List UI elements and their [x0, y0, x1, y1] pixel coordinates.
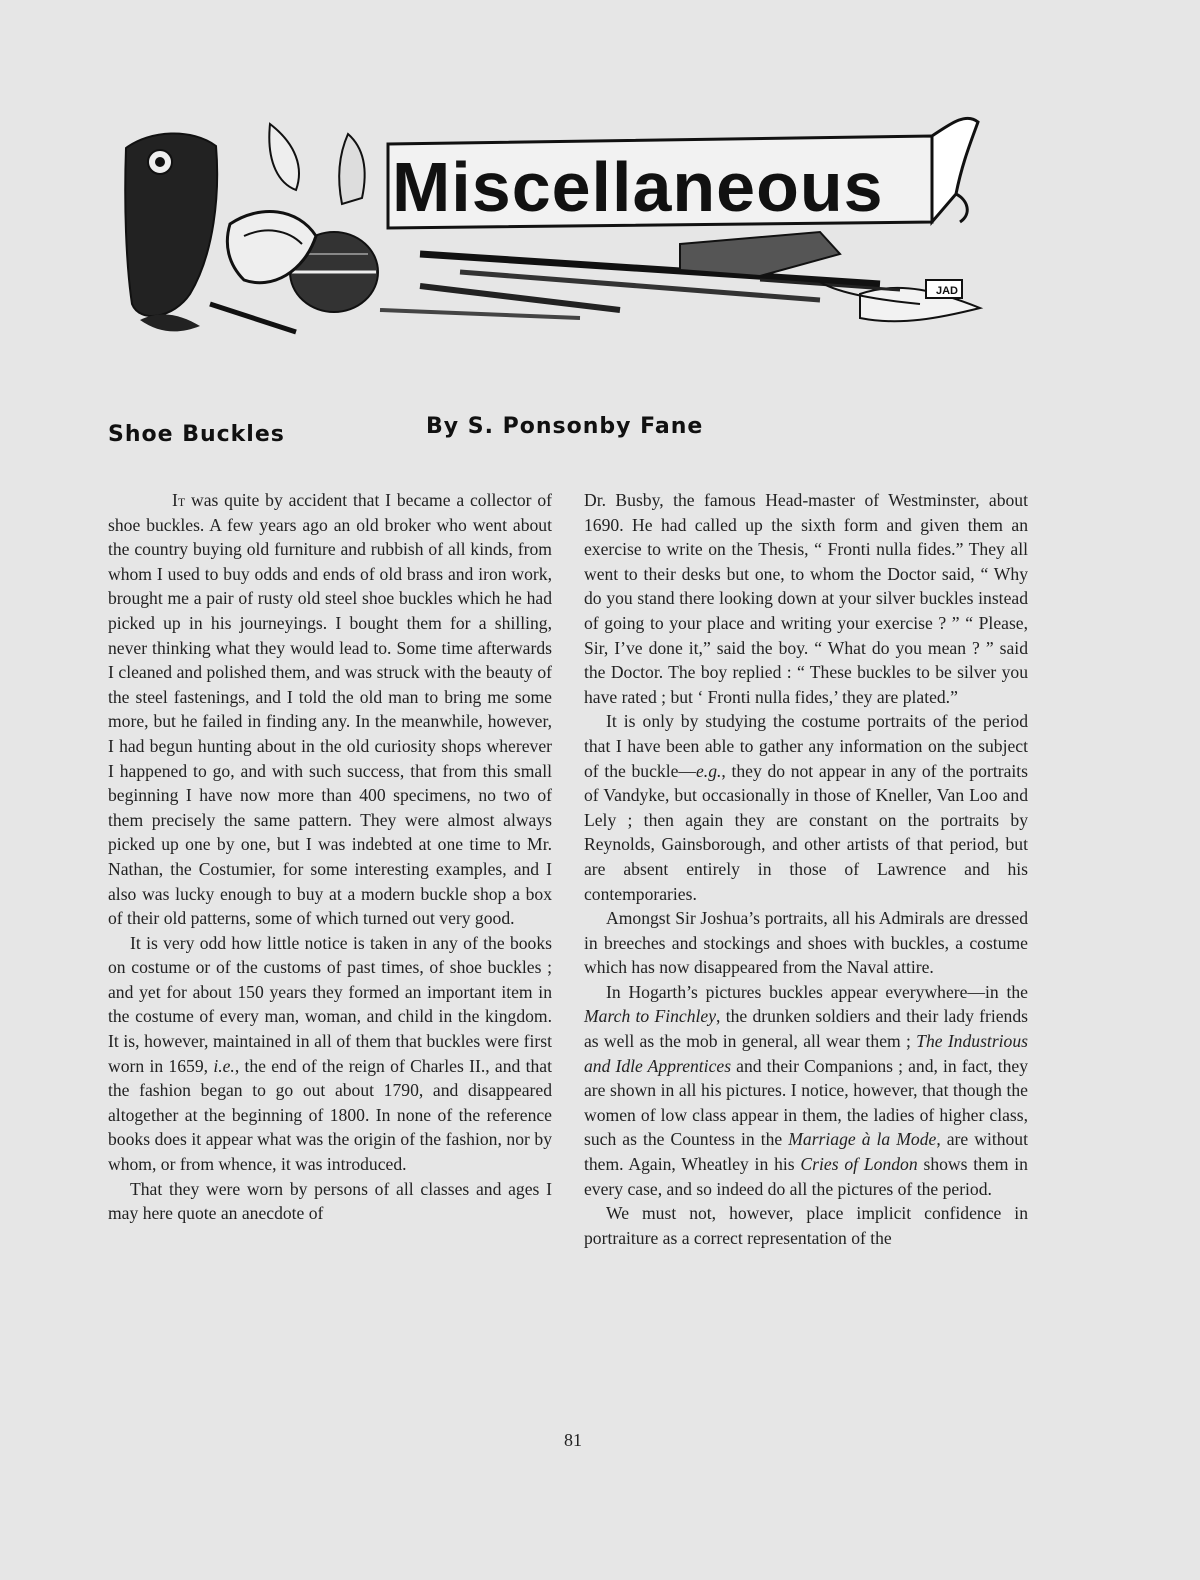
- artwork-title: March to Finchley: [584, 1006, 717, 1027]
- paragraph: [108, 1177, 552, 1226]
- paragraph: [108, 931, 552, 1177]
- section-title: Miscellaneous: [392, 148, 884, 226]
- paragraph: [584, 906, 1028, 980]
- drop-lead: It: [172, 490, 186, 510]
- paragraph-text: shows them in every case, and so indeed do all the pictures of the period.: [584, 1154, 1028, 1199]
- paragraph-text: In Hogarth’s pictures buckles appear everywhere—in the: [606, 981, 1028, 1002]
- right-column: [584, 488, 1028, 1250]
- left-column: [108, 488, 552, 1226]
- abbreviation: i.e.: [213, 1055, 235, 1076]
- paragraph-text: That they were worn by persons of all classes and ages I may here quote an anecdote of: [108, 1178, 552, 1224]
- paragraph-text: It is very odd how little notice is taken in any of the books on costume or of the customs of past times, of shoe buckles ; and yet for about 150 years they formed an important item in the costume of every man, woman, and child in the kingdom. It is, however, maintained in all of them that buckles were first worn in 1659,: [108, 932, 552, 1076]
- paragraph-text: Dr. Busby, the famous Head-master of Westminster, about 1690. He had called up the sixth form and given them an exercise to write on the Thesis, “ Fronti nulla fides.” They all went to their desks but one, to whom the Doctor said, “ Why do you stand there looking down at your silver buckles instead of going to your place and writing your exercise ? ” “ Please, Sir, I’ve done it,” said the boy. “ What do you mean ? ” said the Doctor. The boy replied : “ These buckles to be silver you have rated ; but ‘ Fronti nulla fides,’ they are plated.”: [584, 490, 1028, 707]
- paragraph-text: It is only by studying the costume portraits of the period that I have been able to gather any information on the subject of the buckle—: [584, 711, 1028, 781]
- illustrator-monogram: JAD: [936, 285, 959, 297]
- artwork-title: Marriage à la Mode: [788, 1129, 937, 1150]
- header-banner: [120, 104, 990, 344]
- paragraph: [584, 709, 1028, 906]
- paragraph: [584, 488, 1028, 709]
- paragraph: [584, 1201, 1028, 1250]
- paragraph-text: , the end of the reign of Charles II., and that the fashion began to go out about 1790, and disappeared altogether at the beginning of 1800. In none of the reference books does it appear what was the origin of the fashion, nor by whom, or from whence, it was introduced.: [108, 1055, 553, 1175]
- artwork-title: The Industrious and Idle Apprentices: [584, 1031, 1028, 1076]
- paragraph-text: We must not, however, place implicit confidence in portraiture as a correct representation of the: [584, 1203, 1028, 1248]
- paragraph-text: and their Companions ; and, in fact, they are shown in all his pictures. I notice, however, that though the women of low class appear in them, the ladies of higher class, such as the Countess in the: [584, 1055, 1028, 1150]
- page-number: 81: [564, 1430, 582, 1450]
- paragraph-text: was quite by accident that I became a collector of shoe buckles. A few years ago an old broker who went about the country buying old furniture and rubbish of all kinds, from whom I used to buy odds and ends of old brass and iron work, brought me a pair of rusty old steel shoe buckles which he had picked up in his journeyings. I bought them for a shilling, never thinking what they would lead to. Some time afterwards I cleaned and polished them, and was struck with the beauty of the steel fastenings, and I told the old man to bring me some more, but he failed in finding any. In the meanwhile, however, I had begun hunting about in the old curiosity shops wherever I happened to go, and with such success, that from this small beginning I have now more than 400 specimens, no two of them precisely the same pattern. They were almost always picked up one by one, but I was indebted at one time to Mr. Nathan, the Costumier, for some interesting examples, and I also was lucky enough to buy at a modern buckle shop a box of their old patterns, some of which turned out very good.: [108, 490, 552, 929]
- article-title: Shoe Buckles: [108, 422, 285, 447]
- paragraph-text: , the drunken soldiers and their lady friends as well as the mob in general, all wear them ;: [584, 1006, 1028, 1052]
- paragraph-text: , are without them. Again, Wheatley in his: [584, 1129, 1028, 1175]
- paragraph-text: Amongst Sir Joshua’s portraits, all his Admirals are dressed in breeches and stockings and shoes with buckles, a costume which has now disappeared from the Naval attire.: [584, 908, 1028, 978]
- artwork-title: Cries of London: [800, 1154, 918, 1175]
- abbreviation: e.g.: [696, 760, 722, 781]
- paragraph-text: , they do not appear in any of the portraits of Vandyke, but occasionally in those of Kneller, Van Loo and Lely ; then again they are constant on the portraits by Reynolds, Gainsborough, and other artists of that period, but are absent entirely in those of Lawrence and his contemporaries.: [584, 760, 1028, 904]
- paragraph: [584, 980, 1028, 1201]
- paragraph: [108, 488, 552, 931]
- article-byline: By S. Ponsonby Fane: [426, 414, 704, 439]
